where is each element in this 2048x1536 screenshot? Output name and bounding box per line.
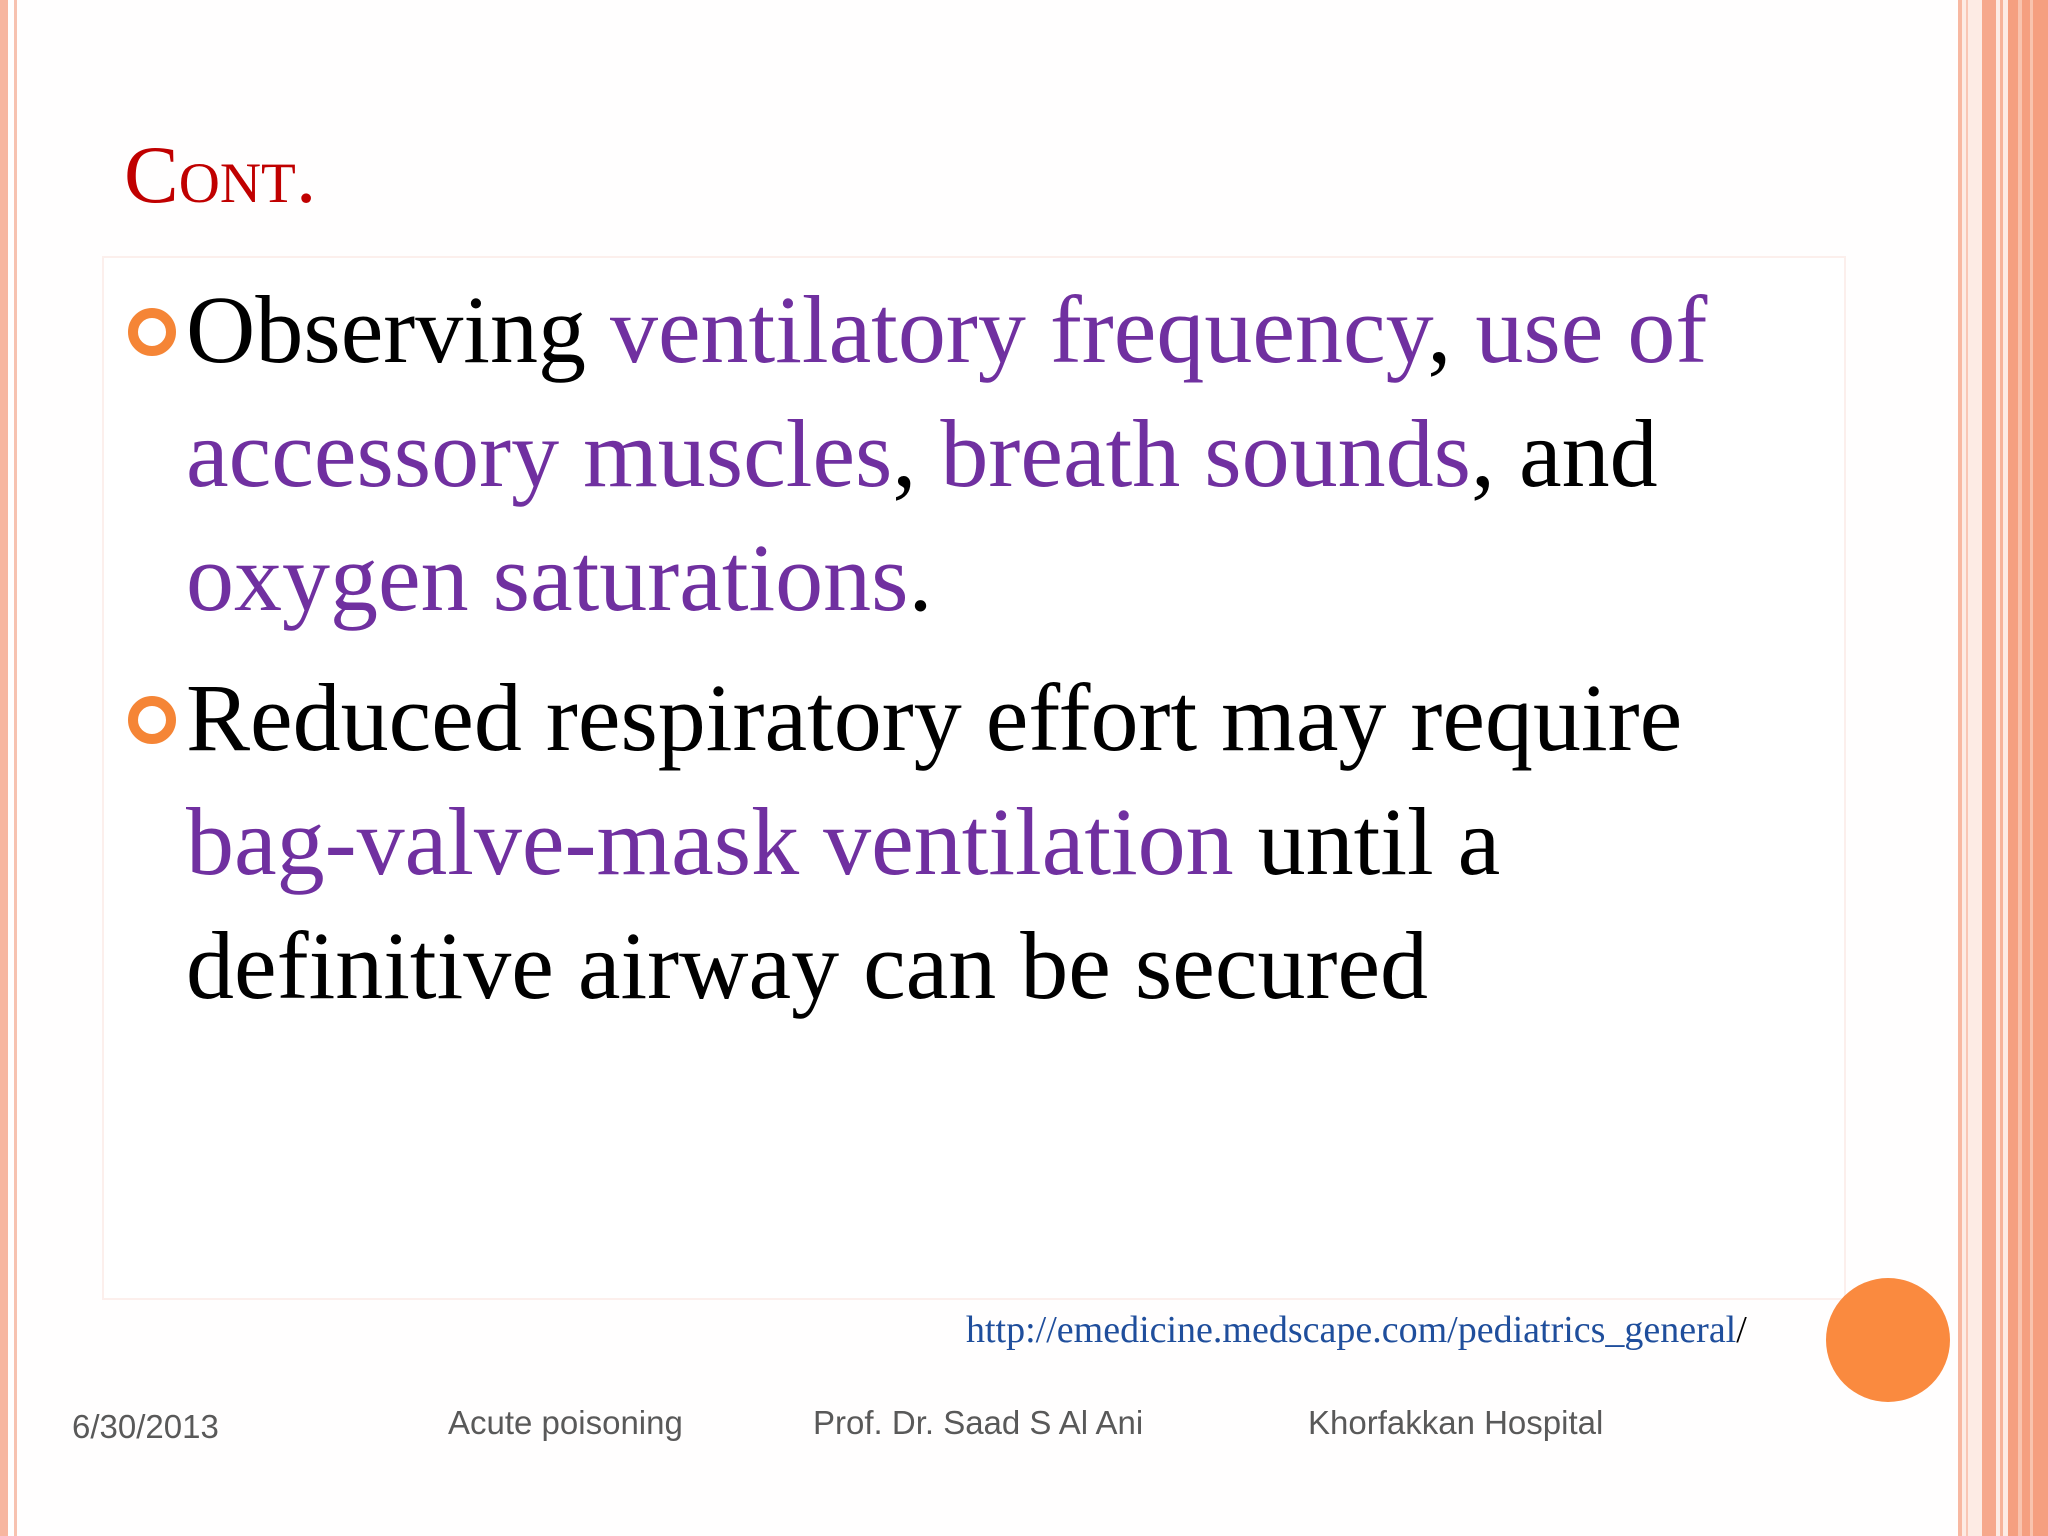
source-citation: [966, 1308, 1747, 1352]
bullet-text: [186, 664, 1682, 1019]
footer-hospital: Khorfakkan Hospital: [1308, 1404, 1604, 1441]
right-border-stripe: [1982, 0, 1996, 1536]
source-link[interactable]: http://emedicine.medscape.com/pediatrics_general: [966, 1309, 1737, 1351]
highlighted-term: use of accessory muscles: [186, 276, 1708, 507]
left-border-line: [14, 0, 17, 1536]
text-segment: Observing: [186, 276, 610, 383]
text-segment: Reduced respiratory effort may require: [186, 664, 1683, 771]
bullet-list: [128, 268, 1848, 1028]
text-segment: ,: [1427, 276, 1476, 383]
highlighted-term: bag-valve-mask ventilation: [186, 788, 1234, 895]
footer-author: Prof. Dr. Saad S Al Ani: [813, 1404, 1144, 1441]
right-border-stripe: [2018, 0, 2022, 1536]
right-border-stripe: [2030, 0, 2033, 1536]
orange-circle-icon: [1826, 1278, 1950, 1402]
source-suffix: /: [1736, 1309, 1747, 1351]
footer-topic: Acute poisoning: [448, 1404, 683, 1441]
bullet-text: [186, 276, 1707, 631]
highlighted-term: oxygen saturations: [186, 524, 909, 631]
right-border-line: [1966, 0, 1968, 1536]
bullet-item: [128, 268, 1848, 640]
footer-date: 6/30/2013: [72, 1408, 219, 1445]
text-segment: , and: [1470, 400, 1658, 507]
left-border-stripe: [0, 0, 8, 1536]
right-border-stripe: [2008, 0, 2048, 1536]
highlighted-term: ventilatory frequency: [609, 276, 1428, 383]
highlighted-term: breath sounds: [940, 400, 1471, 507]
text-segment: ,: [892, 400, 941, 507]
right-border-stripe: [2000, 0, 2003, 1536]
slide-title: Cont.: [124, 129, 317, 220]
text-segment: .: [908, 524, 933, 631]
ring-bullet-icon: [128, 308, 176, 356]
ring-bullet-icon: [128, 696, 176, 744]
right-border-line: [1958, 0, 1962, 1536]
text-segment: until a definitive airway can be secured: [186, 788, 1501, 1019]
bullet-item: [128, 656, 1848, 1028]
